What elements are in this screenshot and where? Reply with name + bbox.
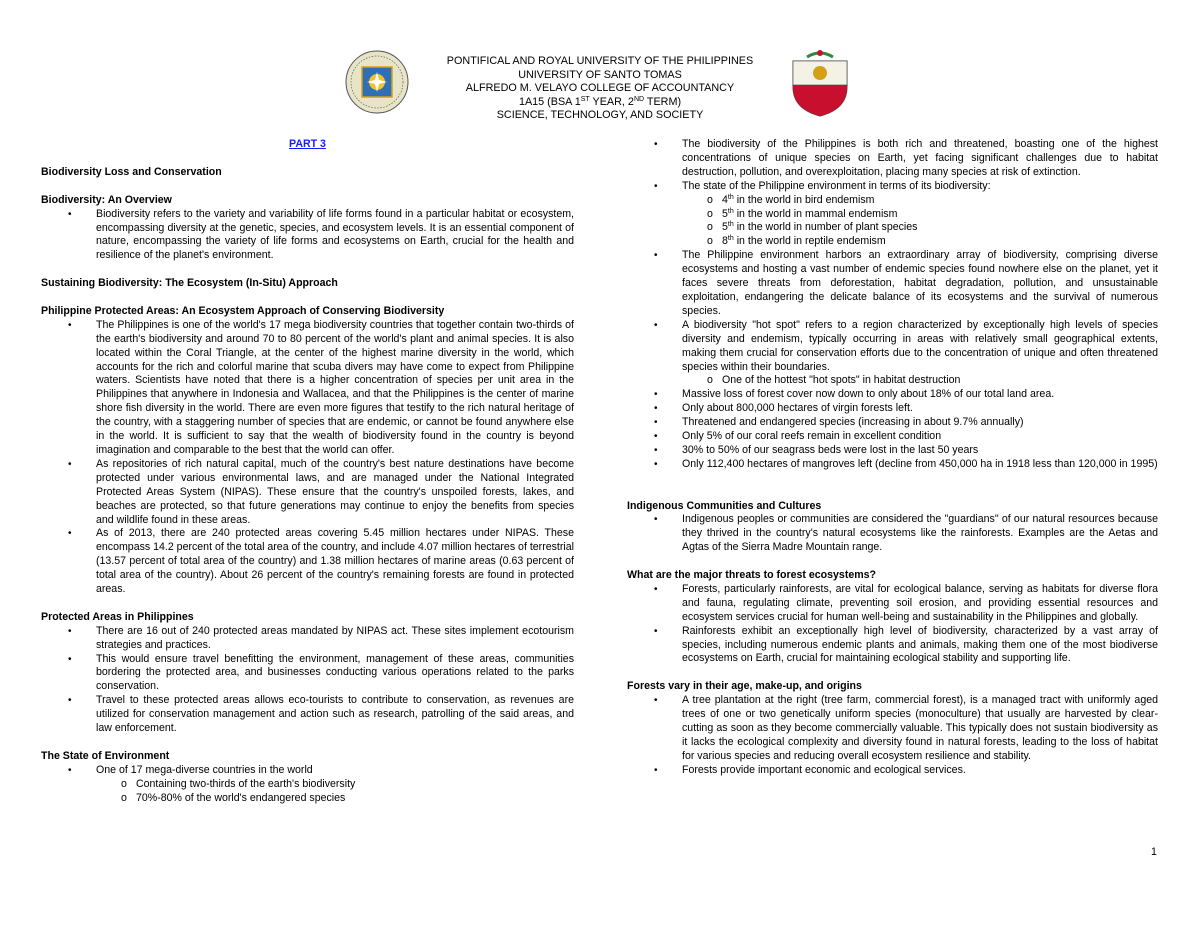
- ranks-sublist: [627, 194, 1158, 250]
- list-item: • 30% to 50% of our seagrass beds were lost in the last 50 years: [627, 444, 1158, 458]
- list-item: • Threatened and endangered species (increasing in about 9.7% annually): [627, 416, 1158, 430]
- sub-list-item: o One of the hottest "hot spots" in habitat destruction: [627, 374, 1158, 388]
- heading-forests-vary: Forests vary in their age, make-up, and origins: [627, 680, 862, 693]
- list-item: • The Philippine environment harbors an extraordinary array of biodiversity, comprising diverse ecosystems and hosting a vast number of endemic species found nowhere else on the planet, yet it faces severe threats from deforestation, habitat degradation, pollution, and unsustainable exploitation, endangering the delicate balance of its ecosystems and the survival of numerous species.: [627, 249, 1158, 319]
- heading-state-environment: The State of Environment: [41, 749, 170, 762]
- indigenous-list: [627, 513, 1158, 555]
- heading-ppa: Philippine Protected Areas: An Ecosystem Approach of Conserving Biodiversity: [41, 304, 445, 317]
- heading-biodiversity-loss: Biodiversity Loss and Conservation: [41, 165, 222, 178]
- header-college: ALFREDO M. VELAYO COLLEGE OF ACCOUNTANCY: [465, 82, 735, 95]
- sub-list-item: o 4th in the world in bird endemism: [627, 194, 1158, 208]
- left-column: [41, 138, 574, 806]
- list-item: • Only 5% of our coral reefs remain in excellent condition: [627, 430, 1158, 444]
- list-item: • Indigenous peoples or communities are considered the "guardians" of our natural resources because they thrived in the country's natural ecosystems like the rainforests. Examples are the Aetas and Agtas of the Sierra Madre Mountain range.: [627, 513, 1158, 555]
- sub-list-item: o Containing two-thirds of the earth's biodiversity: [41, 778, 574, 792]
- state-list: [41, 764, 574, 806]
- header-ust: UNIVERSITY OF SANTO TOMAS: [518, 68, 682, 81]
- list-item: • The biodiversity of the Philippines is both rich and threatened, boasting one of the highest concentrations of unique species on Earth, yet facing significant challenges due to habitat destruction, pollution, and overexploitation, placing many species at risk of extinction.: [627, 138, 1158, 180]
- sub-list-item: o 70%-80% of the world's endangered species: [41, 792, 574, 806]
- list-item: • Forests provide important economic and ecological services.: [627, 764, 1158, 778]
- sub-list-item: o 5th in the world in mammal endemism: [627, 208, 1158, 222]
- list-item: • Only 112,400 hectares of mangroves left (decline from 450,000 ha in 1918 less than 120,000 in 1995): [627, 458, 1158, 472]
- sub-list-item: o 8th in the world in reptile endemism: [627, 235, 1158, 249]
- heading-overview: Biodiversity: An Overview: [41, 193, 172, 206]
- hotspot-sublist: [627, 374, 1158, 388]
- list-item: • A tree plantation at the right (tree farm, commercial forest), is a managed tract with uniformly aged trees of one or two genetically uniform species (monoculture) that usually are harvested by clear-cutting as soon as they become commercially valuable. This typically does not sustain biodiversity as it lacks the ecological complexity and diversity found in natural forests, leading to the loss of habitat for various species and reducing overall ecosystem resilience and stability.: [627, 694, 1158, 764]
- list-item: • Forests, particularly rainforests, are vital for ecological balance, serving as habitats for diverse flora and fauna, regulating climate, preventing soil erosion, and providing essential resources and ecosystem services crucial for human well-being and sustainability in the Philippines and globally.: [627, 583, 1158, 625]
- heading-protected-areas: Protected Areas in Philippines: [41, 610, 194, 623]
- threats-list: [627, 583, 1158, 666]
- heading-indigenous: Indigenous Communities and Cultures: [627, 499, 822, 512]
- list-item: • There are 16 out of 240 protected areas mandated by NIPAS act. These sites implement ecotourism strategies and practices.: [41, 625, 574, 653]
- header-university: PONTIFICAL AND ROYAL UNIVERSITY OF THE PHILIPPINES: [446, 55, 754, 67]
- sub-list-item: o 5th in the world in number of plant species: [627, 221, 1158, 235]
- list-item: • The Philippines is one of the world's 17 mega biodiversity countries that together contain two-thirds of the earth's biodiversity and around 70 to 80 percent of the world's plant and animal species. It is also located within the Coral Triangle, at the center of the highest marine diversity in the world, which accounts for the rich and colorful marine that scuba divers may have come to expect from Philippine waters. Scientists have noted that there is a higher concentration of species per unit area in the Philippines that anywhere in Indonesia and Wallacea, and that the Philippines is the center of marine shore fish diversity in the world. There are even more figures that testify to the rich natural heritage of the country, with a staggering number of species that are endemic, or cannot be found anywhere else in the world. It is sufficient to say that the wealth of biodiversity found in the country is beyond imagination and comparable to the best that the world can offer.: [41, 319, 574, 458]
- list-item: • As repositories of rich natural capital, much of the country's best nature destinations have become protected under various environmental laws, and are managed under the National Integrated Protected Areas System (NIPAS). These ensure that the country's unspoiled forests, lakes, and beaches are protected, so that future generations may continue to enjoy the benefits from species and wildlife found in these areas.: [41, 458, 574, 528]
- state-sublist: [41, 778, 574, 806]
- header-course: SCIENCE, TECHNOLOGY, AND SOCIETY: [496, 109, 704, 122]
- forests-list: [627, 694, 1158, 777]
- list-item: • As of 2013, there are 240 protected areas covering 5.45 million hectares under NIPAS. These encompass 14.2 percent of the total area of the country, and include 4.07 million hectares of terrestrial (13.57 percent of total area of the country) and 1.38 million hectares of marine areas (0.63 percent of total area of the country). About 26 percent of the country's remaining forests are found in protected areas.: [41, 527, 574, 597]
- ppa-list: [41, 319, 574, 597]
- right-column: [627, 138, 1158, 778]
- list-item: • This would ensure travel benefitting the environment, management of these areas, communities bordering the protected area, and businesses conducting various operations related to the parks conservation.: [41, 653, 574, 695]
- list-item: • Travel to these protected areas allows eco-tourists to contribute to conservation, as revenues are utilized for conservation management and action such as research, patrolling of the said areas, and law enforcement.: [41, 694, 574, 736]
- list-item: • Biodiversity refers to the variety and variability of life forms found in a particular habitat or ecosystem, encompassing diversity at the genetic, species, and ecosystem levels. It is an essential component of nature, encompassing the variety of life forms and ecosystems on Earth, crucial for the health and resilience of the planet's environment.: [41, 208, 574, 264]
- header-section: 1A15 (BSA 1ST YEAR, 2ND TERM): [518, 95, 682, 108]
- protected-list: [41, 625, 574, 736]
- heading-threats: What are the major threats to forest ecosystems?: [627, 569, 877, 582]
- intro-list: [627, 138, 1158, 472]
- list-item: • Massive loss of forest cover now down to only about 18% of our total land area.: [627, 388, 1158, 402]
- list-item: • Rainforests exhibit an exceptionally high level of biodiversity, characterized by a vast array of species, including numerous endemic plants and animals, making them one of the most biodiverse ecosystems on Earth, crucial for maintaining ecological stability and supporting life.: [627, 625, 1158, 667]
- overview-list: [41, 208, 574, 264]
- list-item: • One of 17 mega-diverse countries in the world o Containing two-thirds of the earth's biodiversity o 70%-80% of the world's endangered species: [41, 764, 574, 806]
- heading-sustaining: Sustaining Biodiversity: The Ecosystem (In-Situ) Approach: [41, 277, 338, 290]
- list-item: • The state of the Philippine environment in terms of its biodiversity: o 4th in the world in bird endemism o 5th in the world in mammal endemism o 5th in the world in number of plant species o 8th in the world in reptile endemism: [627, 180, 1158, 250]
- list-item: • Only about 800,000 hectares of virgin forests left.: [627, 402, 1158, 416]
- page-number: 1: [1151, 846, 1157, 858]
- part-title: PART 3: [289, 138, 326, 150]
- document-header: [0, 55, 1200, 123]
- list-item: • A biodiversity "hot spot" refers to a region characterized by exceptionally high levels of species diversity and endemism, typically occurring in areas with relatively small geographical extents, making them crucial for conservation efforts due to the concentration of unique and often threatened species within their boundaries. o One of the hottest "hot spots" in habitat destruction: [627, 319, 1158, 389]
